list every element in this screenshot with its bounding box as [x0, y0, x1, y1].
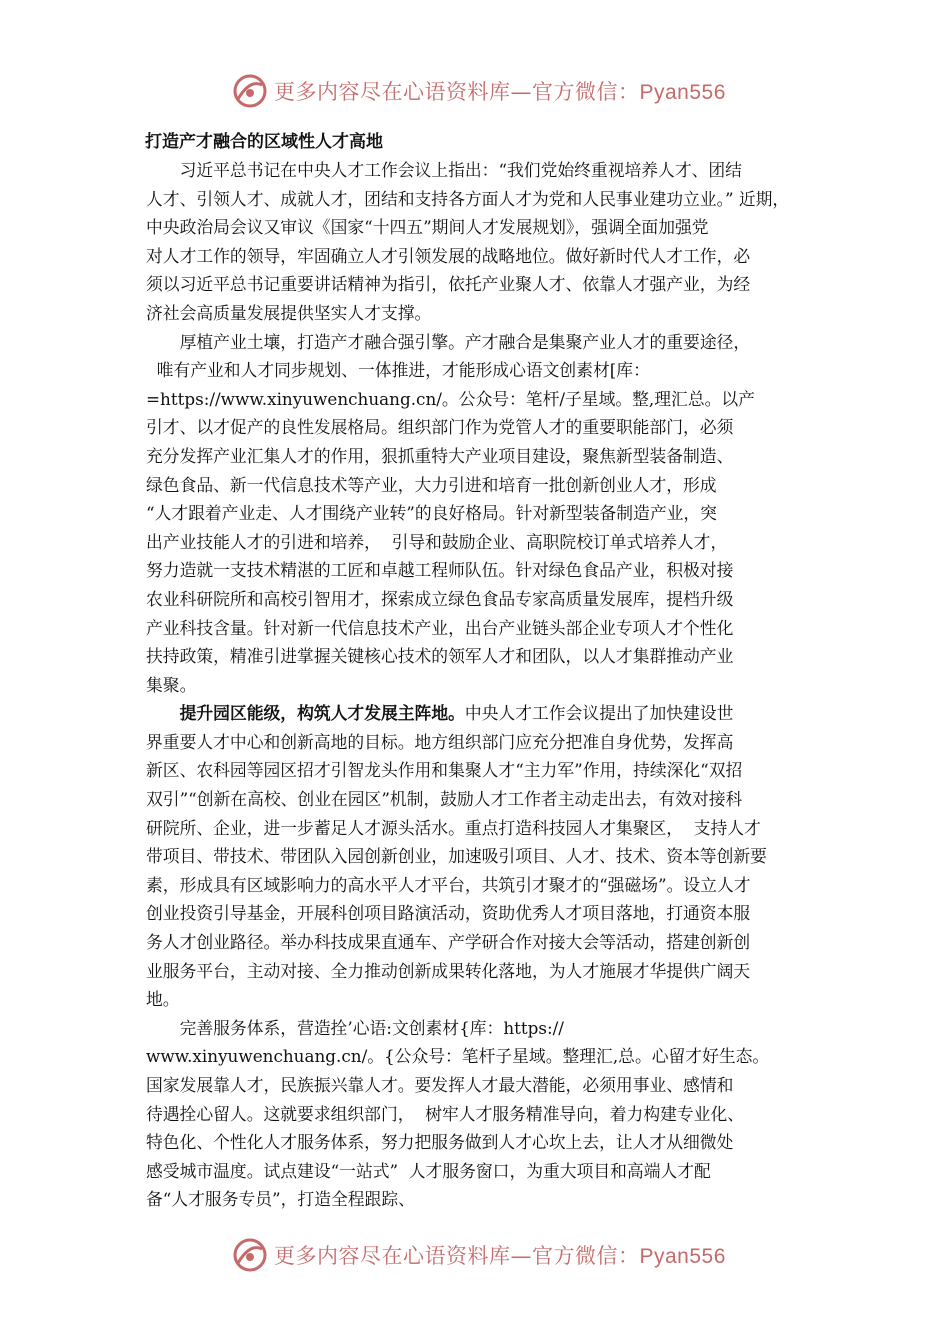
document-body — [146, 128, 818, 1214]
text-line: 完善服务体系，营造拴’心语:文创素材{库：https:// — [179, 1017, 564, 1038]
text-line: 新区、农科园等园区招才引智龙头作用和集聚人才“主力军”作用，持续深化“双招 — [146, 760, 743, 781]
text-line: =https://www.xinyuwenchuang.cn/。公众号：笔杆/子星域。整,理汇总。以产 — [146, 388, 755, 409]
text-line: 感受城市温度。试点建设“一站式” 人才服务窗口，为重大项目和高端人才配 — [146, 1160, 711, 1181]
text-line: 特色化、个性化人才服务体系，努力把服务做到人才心坎上去，让人才从细微处 — [146, 1132, 734, 1153]
text-line: 业服务平台，主动对接、全力推动创新成果转化落地，为人才施展才华提供广阔天 — [146, 960, 751, 981]
paragraph-3-heading: 提升园区能级，构筑人才发展主阵地。 — [179, 703, 465, 724]
brand-logo-icon — [232, 73, 268, 109]
text-line: 备“人才服务专员”，打造全程跟踪、 — [146, 1189, 415, 1210]
text-line: 双引”“创新在高校、创业在园区”机制，鼓励人才工作者主动走出去，有效对接科 — [146, 789, 743, 810]
text-line: 研院所、企业，进一步蓄足人才源头活水。重点打造科技园人才集聚区， 支持人才 — [146, 817, 761, 838]
text-line: 努力造就一支技术精湛的工匠和卓越工程师队伍。针对绿色食品产业，积极对接 — [146, 560, 734, 581]
text-line: 须以习近平总书记重要讲话精神为指引，依托产业聚人才、依靠人才强产业，为经 — [146, 274, 751, 295]
text-run: 中央人才工作会议提出了加快建设世 — [464, 703, 734, 724]
text-line: 人才、引领人才、成就人才，团结和支持各方面人才为党和人民事业建功立业。” 近期， — [146, 188, 790, 209]
text-line: 唯有产业和人才同步规划、一体推进，才能形成心语文创素材[库： — [146, 360, 650, 381]
text-line: 扶持政策，精准引进掌握关键核心技术的领军人才和团队，以人才集群推动产业 — [146, 646, 734, 667]
banner-text: 更多内容尽在心语资料库—官方微信：Pyan556 — [274, 1244, 726, 1268]
text-line: 带项目、带技术、带团队入园创新创业，加速吸引项目、人才、技术、资本等创新要 — [146, 846, 767, 867]
text-line: 厚植产业土壤，打造产才融合强引擎。产才融合是集聚产业人才的重要途径， — [179, 331, 751, 352]
text-line: 中央政治局会议又审议《国家“十四五”期间人才发展规划》，强调全面加强党 — [146, 217, 709, 238]
footer-watermark-banner — [0, 1230, 950, 1280]
text-line: 素，形成具有区域影响力的高水平人才平台，共筑引才聚才的“强磁场”。设立人才 — [146, 874, 751, 895]
document-title: 打造产才融合的区域性人才高地 — [145, 132, 383, 152]
paragraph-4 — [146, 1014, 818, 1214]
text-line: 习近平总书记在中央人才工作会议上指出：“我们党始终重视培养人才、团结 — [179, 160, 742, 180]
text-line: 充分发挥产业汇集人才的作用，狠抓重特大产业项目建设，聚焦新型装备制造、 — [146, 445, 734, 466]
text-line: 待遇拴心留人。这就要求组织部门， 树牢人才服务精准导向，着力构建专业化、 — [146, 1103, 745, 1124]
text-line: “人才跟着产业走、人才围绕产业转”的良好格局。针对新型装备制造产业，突 — [146, 503, 717, 524]
text-line: 地。 — [146, 989, 180, 1010]
text-line: 国家发展靠人才，民族振兴靠人才。要发挥人才最大潜能，必须用事业、感情和 — [146, 1075, 734, 1095]
paragraph-2 — [146, 328, 818, 700]
banner-text: 更多内容尽在心语资料库—官方微信：Pyan556 — [274, 80, 726, 104]
header-watermark-banner — [0, 66, 950, 116]
text-line — [146, 699, 818, 728]
text-line: 引才、以才促产的良性发展格局。组织部门作为党管人才的重要职能部门，必须 — [146, 417, 734, 438]
text-line: 界重要人才中心和创新高地的目标。地方组织部门应充分把准自身优势，发挥高 — [146, 731, 734, 752]
paragraph-3 — [146, 699, 818, 1014]
text-line: 创业投资引导基金，开展科创项目路演活动，资助优秀人才项目落地，打通资本服 — [146, 903, 751, 924]
text-line: 绿色食品、新一代信息技术等产业，大力引进和培育一批创新创业人才，形成 — [146, 474, 717, 495]
text-line: 集聚。 — [146, 674, 197, 695]
text-line: 出产业技能人才的引进和培养， 引导和鼓励企业、高职院校订单式培养人才， — [146, 531, 728, 552]
brand-logo-icon — [232, 1237, 268, 1273]
text-line: 产业科技含量。针对新一代信息技术产业，出台产业链头部企业专项人才个性化 — [146, 617, 734, 638]
text-line: 对人才工作的领导，牢固确立人才引领发展的战略地位。做好新时代人才工作，必 — [146, 245, 751, 266]
text-line: www.xinyuwenchuang.cn/。{公众号：笔杆子星域。整理汇,总。心留才好生态。 — [146, 1046, 770, 1067]
text-line: 农业科研院所和高校引智用才，探索成立绿色食品专家高质量发展库，提档升级 — [146, 588, 734, 609]
text-line: 济社会高质量发展提供坚实人才支撑。 — [146, 302, 432, 323]
paragraph-1 — [146, 156, 818, 328]
text-line: 务人才创业路径。举办科技成果直通车、产学研合作对接大会等活动，搭建创新创 — [146, 932, 751, 953]
